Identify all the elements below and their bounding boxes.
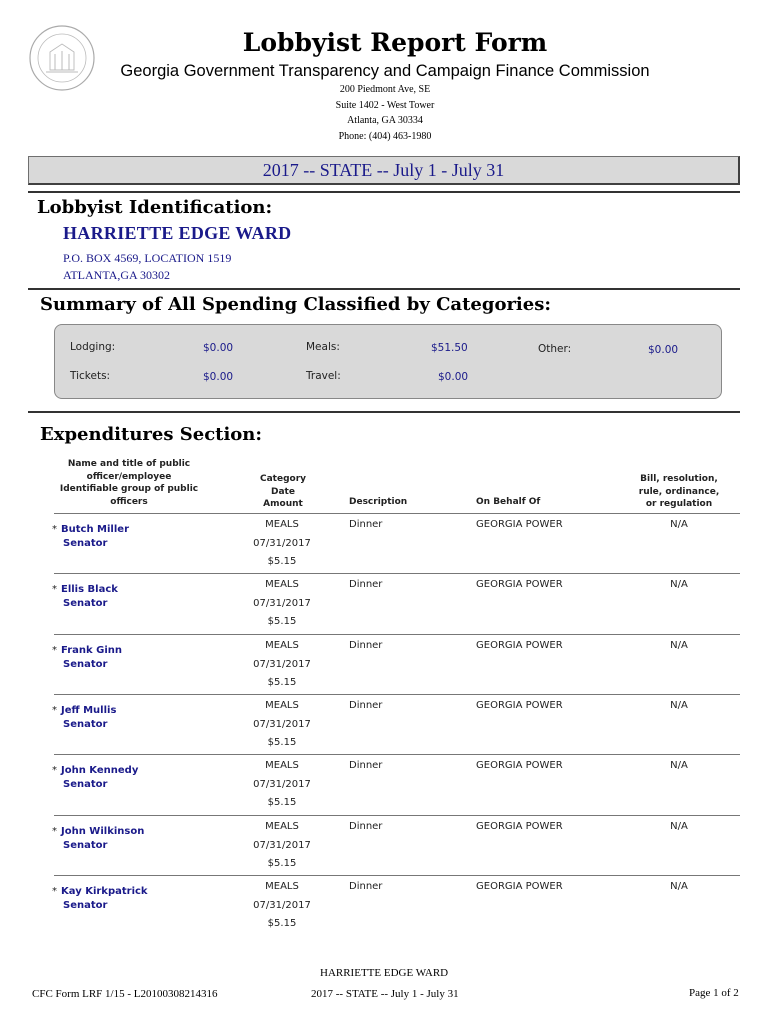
official-title: Senator: [63, 538, 108, 549]
section-divider: [28, 191, 740, 193]
table-row-official: [52, 885, 148, 913]
page-number: Page 1 of 2: [689, 987, 739, 999]
expense-category: MEALS: [265, 519, 299, 530]
bill-reference: N/A: [670, 820, 688, 832]
column-header-line: Identifiable group of public: [59, 484, 199, 494]
row-bullet: *: [52, 584, 57, 596]
column-header-bill: [624, 473, 734, 511]
official-title: Senator: [63, 598, 108, 610]
row-bullet: *: [52, 704, 57, 716]
other-label: Other:: [538, 343, 572, 355]
row-divider: [54, 573, 740, 574]
expense-category: MEALS: [265, 639, 299, 651]
lobbyist-address-line-1: P.O. BOX 4569, LOCATION 1519: [63, 251, 232, 265]
expense-category: MEALS: [265, 579, 299, 591]
expense-category: MEALS: [265, 760, 299, 772]
tickets-label: Tickets:: [70, 370, 111, 382]
summary-heading: Summary of All Spending Classified by Categories:: [40, 294, 551, 315]
expense-description: Dinner: [349, 880, 383, 892]
expense-description: Dinner: [349, 760, 383, 772]
on-behalf-of: GEORGIA POWER: [476, 519, 563, 530]
on-behalf-of: GEORGIA POWER: [476, 699, 563, 711]
official-name: Butch Miller: [61, 524, 129, 535]
row-divider: [54, 634, 740, 635]
lodging-label: Lodging:: [70, 341, 116, 353]
expense-amount: $5.15: [267, 556, 297, 567]
row-divider: [54, 815, 740, 816]
expenditures-heading: Expenditures Section:: [40, 424, 263, 445]
report-header: [0, 26, 770, 144]
column-header-on-behalf-of: On Behalf Of: [476, 497, 541, 507]
column-header-line: Name and title of public: [67, 459, 191, 469]
column-header-description: Description: [349, 497, 408, 507]
table-row-official: [52, 644, 122, 672]
meals-label: Meals:: [306, 341, 340, 353]
expense-description: Dinner: [349, 579, 383, 591]
bill-reference: N/A: [670, 880, 688, 892]
lobbyist-address-line-2: ATLANTA,GA 30302: [63, 268, 171, 282]
expense-description: Dinner: [349, 820, 383, 832]
footer-form-id: CFC Form LRF 1/15 - L20100308214316: [32, 988, 218, 1000]
row-divider: [54, 694, 740, 695]
expense-amount: $5.15: [267, 857, 297, 869]
column-header-line: officers: [110, 496, 148, 507]
page-title: Lobbyist Report Form: [242, 28, 548, 57]
official-title: Senator: [63, 839, 108, 851]
column-header-line: Amount: [263, 499, 303, 509]
travel-label: Travel:: [306, 370, 341, 382]
table-row-official: [52, 523, 129, 551]
column-header-line: Category: [259, 474, 306, 484]
footer-lobbyist-name: HARRIETTE EDGE WARD: [320, 967, 449, 979]
on-behalf-of: GEORGIA POWER: [476, 579, 563, 591]
row-bullet: *: [52, 825, 57, 837]
on-behalf-of: GEORGIA POWER: [476, 820, 563, 832]
address-line-1: 200 Piedmont Ave, SE: [339, 84, 431, 95]
row-bullet: *: [52, 885, 57, 897]
expense-date: 07/31/2017: [253, 839, 311, 851]
travel-value: $0.00: [438, 371, 469, 383]
expense-date: 07/31/2017: [253, 538, 311, 549]
expense-amount: $5.15: [267, 616, 297, 628]
phone-number: Phone: (404) 463-1980: [338, 130, 432, 142]
column-header-line: officer/employee: [86, 471, 172, 482]
address-line-3: Atlanta, GA 30334: [347, 115, 423, 126]
table-row-official: [52, 825, 144, 853]
official-name: John Kennedy: [61, 765, 139, 777]
column-header-line: Bill, resolution,: [640, 474, 718, 484]
expense-date: 07/31/2017: [253, 658, 311, 670]
official-title: Senator: [63, 779, 108, 791]
expense-amount: $5.15: [267, 736, 297, 748]
expense-date: 07/31/2017: [253, 779, 311, 791]
expense-category: MEALS: [265, 880, 299, 892]
address-line-2: Suite 1402 - West Tower: [335, 99, 435, 111]
row-divider: [54, 754, 740, 755]
expense-description: Dinner: [349, 519, 383, 530]
footer-period: 2017 -- STATE -- July 1 - July 31: [311, 988, 459, 1000]
column-header-line: or regulation: [645, 499, 713, 509]
expense-category: MEALS: [265, 820, 299, 832]
expense-description: Dinner: [349, 639, 383, 651]
section-divider: [28, 288, 740, 290]
expense-amount: $5.15: [267, 797, 297, 809]
table-row-official: [52, 704, 116, 732]
column-header-line: rule, ordinance,: [638, 486, 720, 497]
row-bullet: *: [52, 644, 57, 656]
official-title: Senator: [63, 658, 108, 670]
row-bullet: *: [52, 765, 57, 777]
official-name: Jeff Mullis: [61, 704, 117, 716]
meals-value: $51.50: [431, 342, 468, 354]
reporting-period-banner: 2017 -- STATE -- July 1 - July 31: [28, 156, 740, 185]
row-divider: [54, 513, 740, 514]
bill-reference: N/A: [670, 699, 688, 711]
section-divider: [28, 411, 740, 413]
table-row-official: [52, 764, 138, 792]
column-header-official: [54, 458, 204, 508]
bill-reference: N/A: [670, 760, 688, 772]
official-name: Ellis Black: [61, 584, 118, 596]
column-header-category: [233, 473, 333, 511]
lodging-value: $0.00: [203, 342, 234, 354]
official-title: Senator: [63, 718, 108, 730]
column-header-line: Date: [271, 486, 295, 497]
official-name: John Wilkinson: [61, 825, 145, 837]
official-name: Frank Ginn: [61, 644, 122, 656]
expense-amount: $5.15: [267, 676, 297, 688]
lobbyist-identification-heading: Lobbyist Identification:: [37, 197, 273, 218]
bill-reference: N/A: [670, 639, 688, 651]
other-value: $0.00: [648, 344, 679, 356]
official-name: Kay Kirkpatrick: [61, 885, 148, 897]
bill-reference: N/A: [670, 519, 688, 530]
on-behalf-of: GEORGIA POWER: [476, 880, 563, 892]
table-row-official: [52, 583, 118, 611]
on-behalf-of: GEORGIA POWER: [476, 760, 563, 772]
expense-date: 07/31/2017: [253, 899, 311, 911]
on-behalf-of: GEORGIA POWER: [476, 639, 563, 651]
expense-description: Dinner: [349, 699, 383, 711]
row-divider: [54, 875, 740, 876]
expense-date: 07/31/2017: [253, 718, 311, 730]
lobbyist-name: HARRIETTE EDGE WARD: [63, 223, 292, 243]
bill-reference: N/A: [670, 579, 688, 591]
official-title: Senator: [63, 899, 108, 911]
row-bullet: *: [52, 524, 57, 535]
commission-name: Georgia Government Transparency and Campaign Finance Commission: [120, 62, 650, 80]
expense-amount: $5.15: [267, 917, 297, 929]
spending-summary-panel: [54, 324, 722, 399]
tickets-value: $0.00: [203, 371, 234, 383]
expense-date: 07/31/2017: [253, 598, 311, 610]
expense-category: MEALS: [265, 699, 299, 711]
